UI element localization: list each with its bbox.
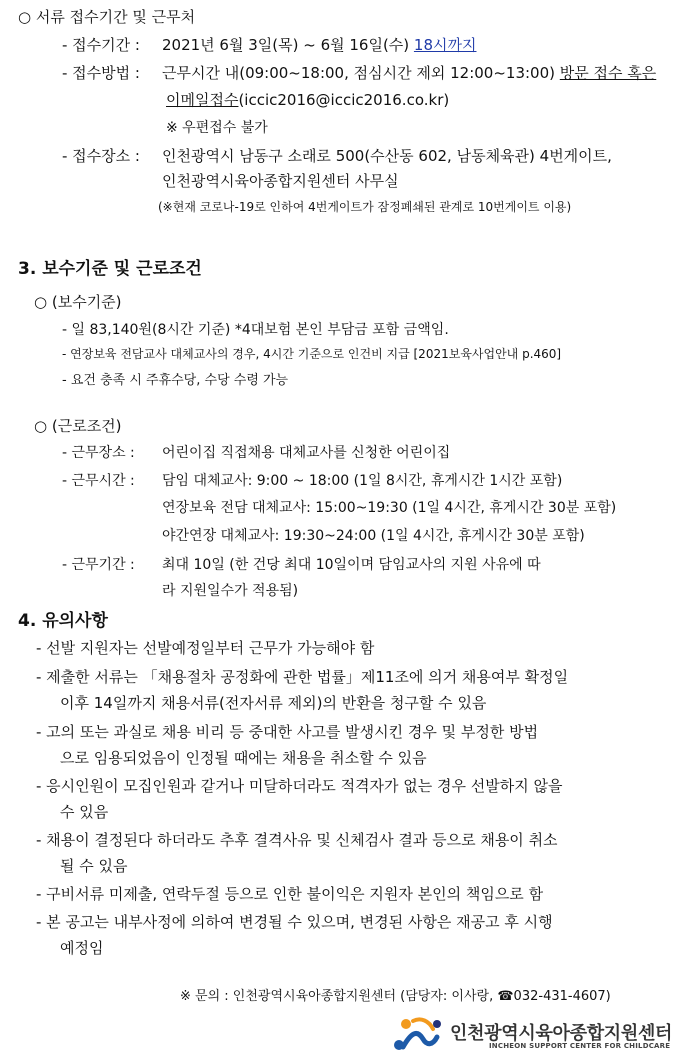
receipt-period (162, 34, 476, 55)
receipt-method-visit: 방문 접수 혹은 (559, 64, 657, 82)
work-hours-line2: 연장보육 전담 대체교사: 15:00~19:30 (1일 4시간, 휴게시간 30분 포함) (162, 500, 617, 516)
receipt-period-text: 2021년 6월 3일(목) ~ 6월 16일(수) (162, 36, 414, 54)
work-period-line1: 최대 10일 (한 건당 최대 10일이며 담임교사의 지원 사유에 따 (162, 557, 541, 573)
receipt-period-label: - 접수기간 : (62, 36, 140, 54)
notice-item-2-cont: 이후 14일까지 채용서류(전자서류 제외)의 반환을 청구할 수 있음 (60, 694, 487, 712)
receipt-email (166, 89, 449, 110)
pay-item-1: - 일 83,140원(8시간 기준) *4대보험 본인 부담금 포함 금액임. (62, 322, 449, 338)
receipt-place-note: (※현재 코로나-19로 인하여 4번게이트가 잠정폐쇄된 관계로 10번게이트 이용) (158, 200, 572, 214)
section-title-docs: ○ 서류 접수기간 및 근무처 (18, 8, 196, 26)
receipt-method (162, 62, 656, 83)
notice-item-3-cont: 으로 임용되었음이 인정될 때에는 채용을 취소할 수 있음 (60, 749, 427, 767)
receipt-method-label: - 접수방법 : (62, 64, 140, 82)
work-period-line2: 라 지원일수가 적용됨) (162, 583, 299, 599)
logo-dot-navy (433, 1020, 441, 1028)
work-place-text: 어린이집 직접채용 대체교사를 신청한 어린이집 (162, 445, 451, 461)
receipt-deadline: 18시까지 (413, 36, 477, 54)
work-hours-line3: 야간연장 대체교사: 19:30~24:00 (1일 4시간, 휴게시간 30분 포함) (162, 528, 585, 544)
section-title-notice: 4. 유의사항 (18, 611, 108, 631)
section-title-pay: 3. 보수기준 및 근로조건 (18, 259, 202, 279)
work-hours-line1: 담임 대체교사: 9:00 ~ 18:00 (1일 8시간, 휴게시간 1시간 포함) (162, 473, 563, 489)
pay-subtitle: ○ (보수기준) (34, 293, 122, 311)
notice-item-7: - 본 공고는 내부사정에 의하여 변경될 수 있으며, 변경된 사항은 재공고 후 시행 (36, 913, 553, 931)
work-subtitle: ○ (근로조건) (34, 417, 122, 435)
receipt-mail-note: ※ 우편접수 불가 (166, 120, 268, 136)
logo-swoosh-blue (403, 1033, 437, 1047)
notice-item-3: - 고의 또는 과실로 채용 비리 등 중대한 사고를 발생시킨 경우 및 부정한 방법 (36, 723, 539, 741)
logo-swoosh-orange (413, 1019, 433, 1029)
notice-item-2: - 제출한 서류는 「채용절차 공정화에 관한 법률」제11조에 의거 채용여부 확정일 (36, 668, 569, 686)
notice-item-4-cont: 수 있음 (60, 803, 109, 821)
pay-item-2: - 연장보육 전담교사 대체교사의 경우, 4시간 기준으로 인건비 지급 [2021보육사업안내 p.460] (62, 347, 562, 361)
receipt-place-label: - 접수장소 : (62, 147, 140, 165)
notice-item-7-cont: 예정임 (60, 939, 104, 957)
notice-item-6: - 구비서류 미제출, 연락두절 등으로 인한 불이익은 지원자 본인의 책임으로 함 (36, 885, 544, 903)
notice-item-5: - 채용이 결정된다 하더라도 추후 결격사유 및 신체검사 결과 등으로 채용이 취소 (36, 831, 558, 849)
receipt-email-address: (iccic2016@iccic2016.co.kr) (238, 91, 450, 109)
notice-item-1: - 선발 지원자는 선발예정일부터 근무가 가능해야 함 (36, 639, 375, 657)
receipt-place-line2: 인천광역시육아종합지원센터 사무실 (162, 172, 399, 190)
contact-info: ※ 문의 : 인천광역시육아종합지원센터 (담당자: 이사랑, ☎032-431-4607) (180, 989, 611, 1004)
notice-item-5-cont: 될 수 있음 (60, 857, 128, 875)
receipt-method-text: 근무시간 내(09:00~18:00, 점심시간 제외 12:00~13:00) (162, 64, 560, 82)
work-hours-label: - 근무시간 : (62, 473, 135, 489)
receipt-place-line1: 인천광역시 남동구 소래로 500(수산동 602, 남동체육관) 4번게이트, (162, 147, 612, 165)
work-period-label: - 근무기간 : (62, 557, 135, 573)
notice-item-4: - 응시인원이 모집인원과 같거나 미달하더라도 적격자가 없는 경우 선발하지 않을 (36, 777, 563, 795)
logo-dot-orange (401, 1019, 411, 1029)
center-name-en: INCHEON SUPPORT CENTER FOR CHILDCARE (489, 1042, 671, 1050)
center-logo-icon (393, 1015, 443, 1053)
work-place-label: - 근무장소 : (62, 445, 135, 461)
receipt-email-prefix: 이메일접수 (166, 91, 239, 109)
center-name-ko: 인천광역시육아종합지원센터 (450, 1023, 673, 1044)
pay-item-3: - 요건 충족 시 주휴수당, 수당 수령 가능 (62, 373, 289, 388)
